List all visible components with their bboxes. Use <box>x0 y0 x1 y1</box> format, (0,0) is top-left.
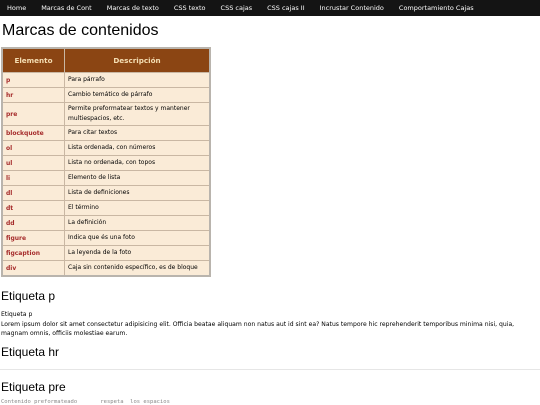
nav-link-css-texto[interactable]: CSS texto <box>173 4 206 12</box>
element-cell: pre <box>2 103 65 126</box>
nav-link-css-cajas-ii[interactable]: CSS cajas II <box>267 4 305 12</box>
element-cell: blockquote <box>2 126 65 141</box>
element-cell: ul <box>2 156 65 171</box>
table-row <box>2 231 210 246</box>
description-cell: Cambio temático de párrafo <box>65 88 211 103</box>
element-cell: p <box>2 73 65 88</box>
nav-link-home[interactable]: Home <box>7 4 27 12</box>
table-row <box>2 88 210 103</box>
description-cell: El término <box>65 201 211 216</box>
p-label: Etiqueta p <box>1 311 33 318</box>
section-heading-pre: Etiqueta pre <box>1 380 66 394</box>
element-cell: dd <box>2 216 65 231</box>
table-row <box>2 216 210 231</box>
section-heading-p: Etiqueta p <box>1 289 56 303</box>
description-cell: Elemento de lista <box>65 171 211 186</box>
nav-link-incrustar-contenido[interactable]: Incrustar Contenido <box>319 4 384 12</box>
description-cell: La leyenda de la foto <box>65 246 211 261</box>
element-cell: figcaption <box>2 246 65 261</box>
table-row <box>2 186 210 201</box>
description-cell: Indica que és una foto <box>65 231 211 246</box>
table-row <box>2 126 210 141</box>
element-cell: dl <box>2 186 65 201</box>
section-p-body <box>1 310 539 339</box>
description-cell: Caja sin contenido específico, es de bloque <box>65 261 211 277</box>
nav-link-marcas-de-texto[interactable]: Marcas de texto <box>106 4 159 12</box>
element-cell: figure <box>2 231 65 246</box>
column-header-description: Descripción <box>65 48 211 73</box>
table-row <box>2 141 210 156</box>
element-cell: dt <box>2 201 65 216</box>
top-navigation <box>0 0 540 16</box>
nav-link-marcas-de-cont[interactable]: Marcas de Cont <box>41 4 92 12</box>
description-cell: La definición <box>65 216 211 231</box>
page-title: Marcas de contenidos <box>2 22 159 39</box>
element-cell: hr <box>2 88 65 103</box>
description-cell: Lista ordenada, con números <box>65 141 211 156</box>
p-paragraph: Lorem ipsum dolor sit amet consectetur adipisicing elit. Officia beatae aliquam non natus aut id sint ea? Natus tempore hic reprehenderit temporibus minima nisi, quia, magnam omnis, officiis molestiae earum. <box>1 320 515 337</box>
description-cell: Para citar textos <box>65 126 211 141</box>
table-row <box>2 73 210 88</box>
table-row <box>2 246 210 261</box>
table-row <box>2 103 210 126</box>
content-tags-table <box>1 47 211 277</box>
description-cell: Lista no ordenada, con topos <box>65 156 211 171</box>
description-cell: Permite preformatear textos y mantener multiespacios, etc. <box>65 103 211 126</box>
element-cell: li <box>2 171 65 186</box>
horizontal-rule <box>0 369 540 370</box>
nav-link-css-cajas[interactable]: CSS cajas <box>220 4 253 12</box>
element-cell: div <box>2 261 65 277</box>
table-row <box>2 171 210 186</box>
table-row <box>2 261 210 277</box>
table-row <box>2 156 210 171</box>
description-cell: Lista de definiciones <box>65 186 211 201</box>
pre-text-partial: Contenido preformateado respeta los espacios <box>1 399 170 405</box>
description-cell: Para párrafo <box>65 73 211 88</box>
table-row <box>2 201 210 216</box>
element-cell: ol <box>2 141 65 156</box>
column-header-element: Elemento <box>2 48 65 73</box>
section-heading-hr: Etiqueta hr <box>1 345 60 359</box>
table-header-row <box>2 48 210 73</box>
nav-link-comportamiento-cajas[interactable]: Comportamiento Cajas <box>398 4 474 12</box>
